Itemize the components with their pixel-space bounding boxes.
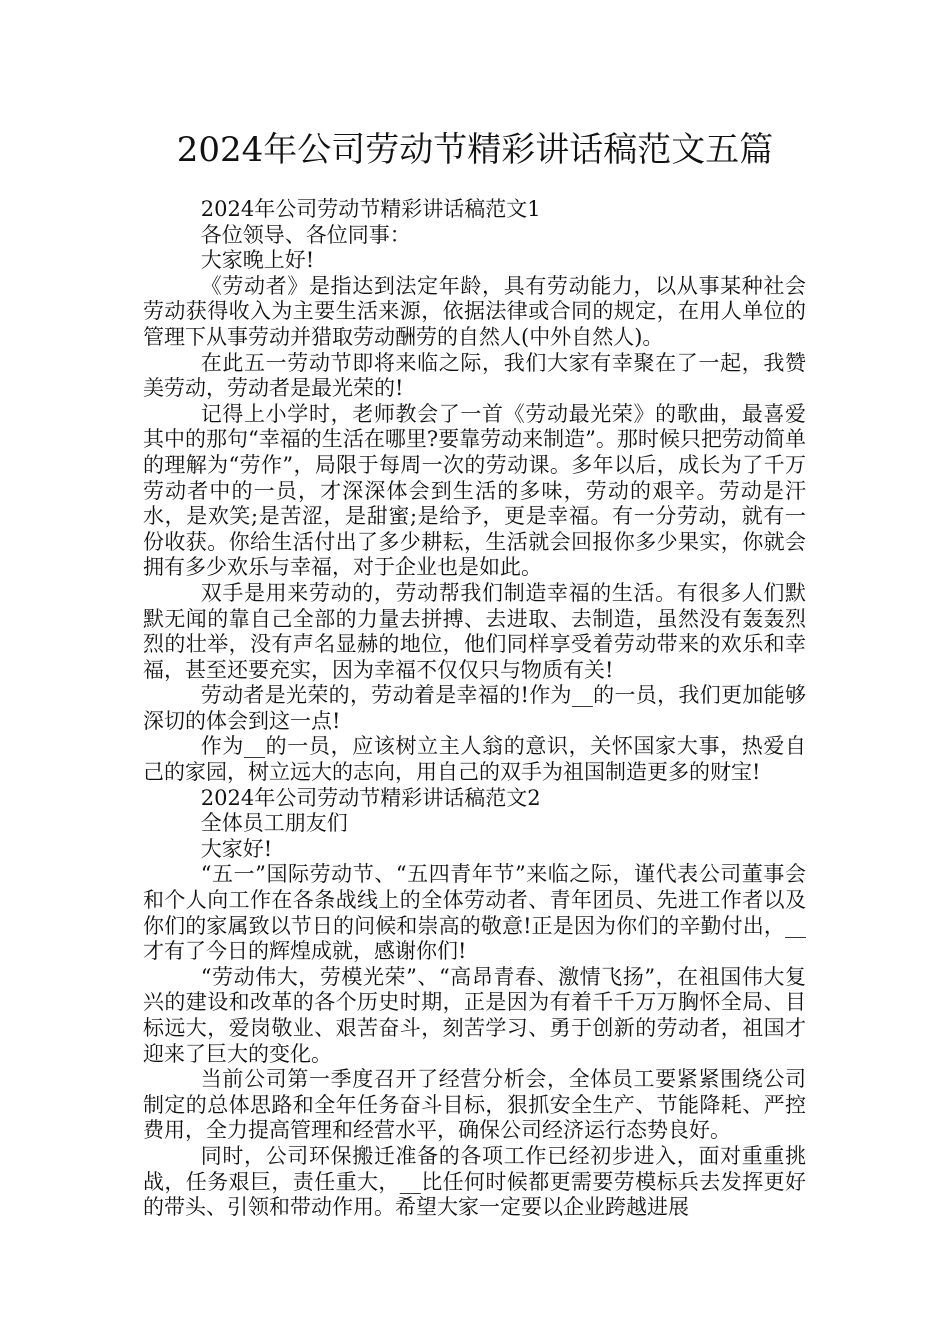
document-body bbox=[143, 197, 806, 1221]
paragraph-9: 作为__的一员，应该树立主人翁的意识，关怀国家大事，热爱自己的家园，树立远大的志向，用自己的双手为祖国制造更多的财宝! bbox=[143, 734, 806, 785]
paragraph-13: “五一”国际劳动节、“五四青年节”来临之际，谨代表公司董事会和个人向工作在各条战线上的全体劳动者、青年团员、先进工作者以及你们的家属致以节日的问候和崇高的敬意!正是因为你们的辛勤付出，__才有了今日的辉煌成就，感谢你们! bbox=[143, 862, 806, 964]
paragraph-1: 2024年公司劳动节精彩讲话稿范文1 bbox=[200, 197, 541, 221]
paragraph-6: 记得上小学时，老师教会了一首《劳动最光荣》的歌曲，最喜爱其中的那句“幸福的生活在哪里?要靠劳动来制造”。那时候只把劳动简单的理解为“劳作”，局限于每周一次的劳动课。多年以后，成长为了千万劳动者中的一员，才深深体会到生活的多味，劳动的艰辛。劳动是汗水，是欢笑;是苦涩，是甜蜜;是给予，更是幸福。有一分劳动，就有一份收获。你给生活付出了多少耕耘，生活就会回报你多少果实，你就会拥有多少欢乐与幸福，对于企业也是如此。 bbox=[143, 401, 806, 580]
paragraph-16: 同时，公司环保搬迁准备的各项工作已经初步进入，面对重重挑战，任务艰巨，责任重大，__比任何时候都更需要劳模标兵去发挥更好的带头、引领和带动作用。希望大家一定要以企业跨越进展 bbox=[143, 1143, 806, 1220]
paragraph-5: 在此五一劳动节即将来临之际，我们大家有幸聚在了一起，我赞美劳动，劳动者是最光荣的! bbox=[143, 350, 806, 401]
paragraph-14: “劳动伟大，劳模光荣”、“高昂青春、激情飞扬”，在祖国伟大复兴的建设和改革的各个历史时期，正是因为有着千千万万胸怀全局、目标远大，爱岗敬业、艰苦奋斗，刻苦学习、勇于创新的劳动者，祖国才迎来了巨大的变化。 bbox=[143, 964, 806, 1066]
paragraph-11: 全体员工朋友们 bbox=[200, 811, 348, 836]
paragraph-2: 各位领导、各位同事： bbox=[200, 222, 411, 247]
paragraph-10: 2024年公司劳动节精彩讲话稿范文2 bbox=[200, 785, 541, 810]
paragraph-7: 双手是用来劳动的，劳动帮我们制造幸福的生活。有很多人们默默无闻的靠自己全部的力量去拼搏、去进取、去制造，虽然没有轰轰烈烈的壮举，没有声名显赫的地位，他们同样享受着劳动带来的欢乐和幸福，甚至还要充实，因为幸福不仅仅只与物质有关! bbox=[143, 580, 806, 682]
paragraph-4: 《劳动者》是指达到法定年龄，具有劳动能力，以从事某种社会劳动获得收入为主要生活来源，依据法律或合同的规定，在用人单位的管理下从事劳动并猎取劳动酬劳的自然人(中外自然人)。 bbox=[143, 273, 806, 349]
paragraph-12: 大家好! bbox=[200, 836, 273, 861]
paragraph-15: 当前公司第一季度召开了经营分析会，全体员工要紧紧围绕公司制定的总体思路和全年任务奋斗目标，狠抓安全生产、节能降耗、严控费用，全力提高管理和经营水平，确保公司经济运行态势良好。 bbox=[143, 1067, 806, 1143]
document-title: 2024年公司劳动节精彩讲话稿范文五篇 bbox=[176, 130, 774, 170]
paragraph-8: 劳动者是光荣的，劳动着是幸福的!作为__的一员，我们更加能够深切的体会到这一点! bbox=[143, 683, 806, 733]
paragraph-3: 大家晚上好! bbox=[200, 248, 315, 273]
